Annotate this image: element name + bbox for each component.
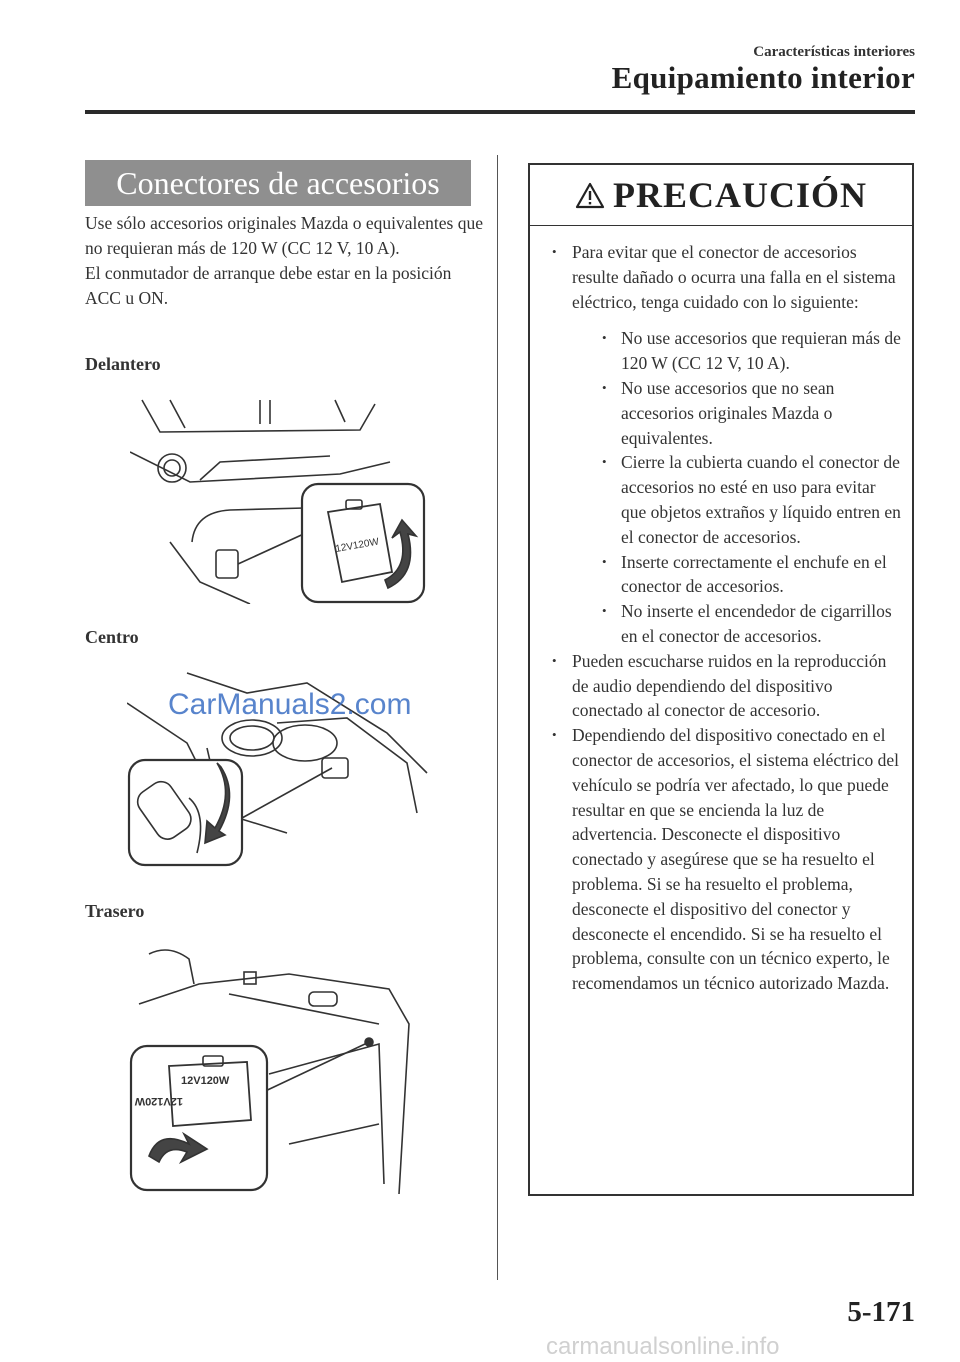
caution-box [528,163,914,1196]
caution-subitem: • No use accesorios que requieran más de 120 W (CC 12 V, 10 A). [572,326,904,376]
rear-plug-rating: 12V120W [181,1075,230,1087]
warning-triangle-icon [575,182,605,209]
section-title: Conectores de accesorios [85,160,471,206]
header-rule [85,110,915,114]
label-rear: Trasero [85,901,145,921]
watermark: CarManuals2.com [168,688,412,721]
label-center: Centro [85,627,139,647]
caution-body [530,226,912,996]
intro-text [85,211,485,311]
caution-subitem: • Inserte correctamente el enchufe en el conector de accesorios. [572,550,904,600]
label-front: Delantero [85,354,161,374]
column-divider [497,155,498,1280]
rear-connector-illustration [129,944,429,1194]
footer-watermark: carmanualsonline.info [546,1333,780,1360]
section-header: Equipamiento interior [611,60,915,95]
caution-item [540,240,904,649]
front-plug-rating: 12V120W [334,536,380,555]
caution-header [530,165,912,226]
page-number: 5-171 [847,1296,915,1328]
front-connector-illustration [130,392,430,604]
rear-plug-rating-inverted: 12V120W [134,1095,183,1107]
caution-item: • Pueden escucharse ruidos en la reproducción de audio dependiendo del dispositivo conectado al conector de accesorio. [540,649,904,723]
caution-subitem: • Cierre la cubierta cuando el conector de accesorios no esté en uso para evitar que objetos extraños y líquido entren en el conector de accesorios. [572,450,904,549]
caution-subitem: • No inserte el encendedor de cigarrillos en el conector de accesorios. [572,599,904,649]
chapter-title: Características interiores [753,44,915,60]
intro-paragraph-1: Use sólo accesorios originales Mazda o equivalentes que no requieran más de 120 W (CC 12 V, 10 A). [85,213,483,258]
caution-title: PRECAUCIÓN [612,175,867,215]
caution-subitem: • No use accesorios que no sean accesorios originales Mazda o equivalentes. [572,376,904,450]
caution-item: • Dependiendo del dispositivo conectado en el conector de accesorios, el sistema eléctrico del vehículo se podría ver afectado, lo que puede resultar en que se encienda la luz de advertencia. Desconecte el dispositivo conectado y asegúrese que se ha resuelto el problema. Si se ha resuelto el problema, desconecte el dispositivo del conector y desconecte el encendido. Si se ha resuelto el problema, consulte con un técnico experto, le recomendamos un técnico autorizado Mazda. [540,723,904,996]
caution-item-text: Para evitar que el conector de accesorios resulte dañado o ocurra una falla en el sistema eléctrico, tenga cuidado con lo siguiente: [572,242,896,312]
intro-paragraph-2: El conmutador de arranque debe estar en la posición ACC u ON. [85,263,452,308]
